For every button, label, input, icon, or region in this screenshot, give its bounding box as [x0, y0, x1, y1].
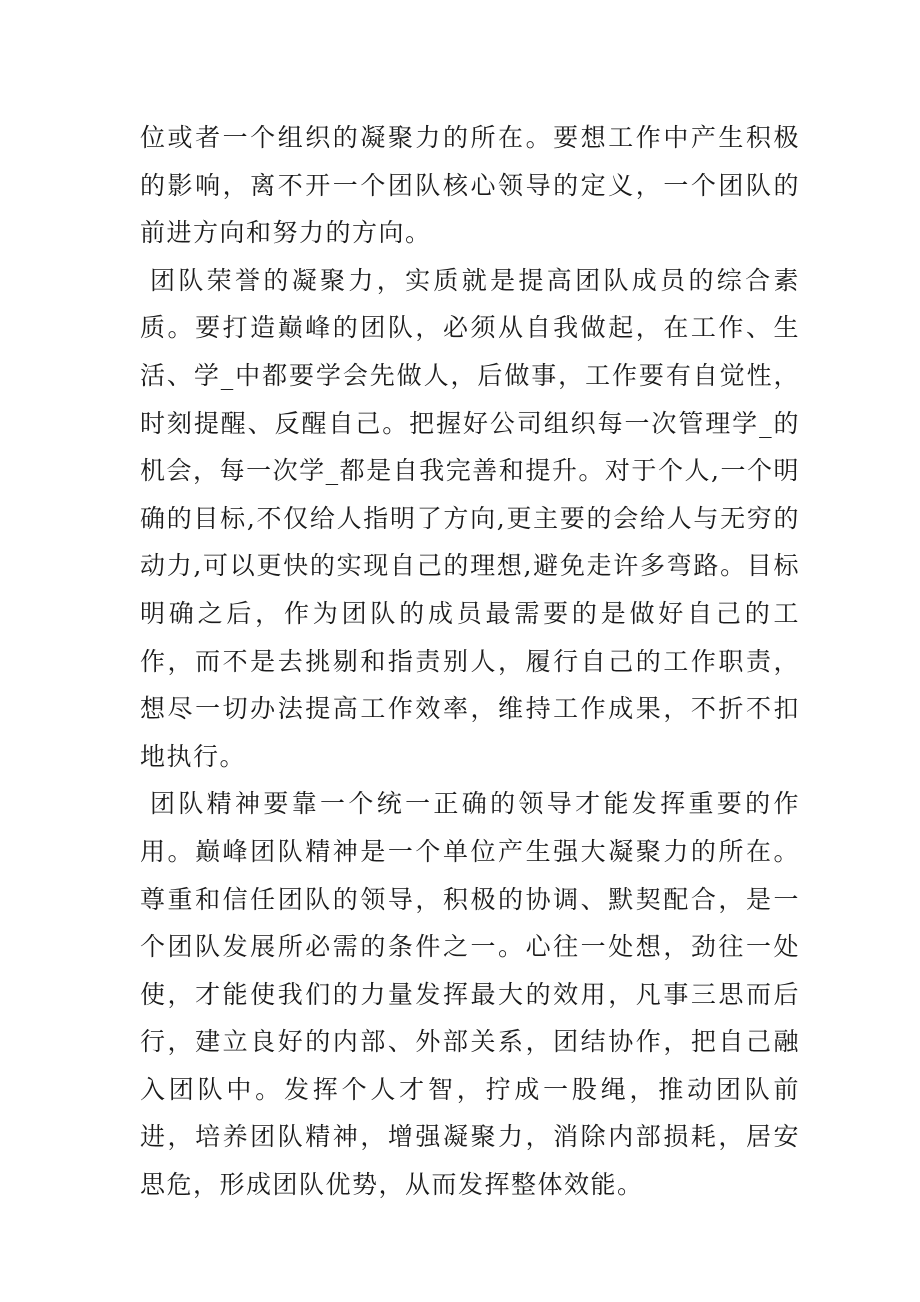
paragraph-2: 团队荣誉的凝聚力，实质就是提高团队成员的综合素质。要打造巅峰的团队，必须从自我做起，在工作、生活、学_中都要学会先做人，后做事，工作要有自觉性，时刻提醒、反醒自己。把握好公司组织每一次管理学_的机会，每一次学_都是自我完善和提升。对于个人,一个明确的目标,不仅给人指明了方向,更主要的会给人与无穷的动力,可以更快的实现自己的理想,避免走许多弯路。目标明确之后，作为团队的成员最需要的是做好自己的工作，而不是去挑剔和指责别人，履行自己的工作职责，想尽一切办法提高工作效率，维持工作成果，不折不扣地执行。: [140, 265, 800, 771]
document-body: [140, 114, 800, 1209]
paragraph-3: 团队精神要靠一个统一正确的领导才能发挥重要的作用。巅峰团队精神是一个单位产生强大凝聚力的所在。尊重和信任团队的领导，积极的协调、默契配合，是一个团队发展所必需的条件之一。心往一处想，劲往一处使，才能使我们的力量发挥最大的效用，凡事三思而后行，建立良好的内部、外部关系，团结协作，把自己融入团队中。发挥个人才智，拧成一股绳，推动团队前进，培养团队精神，增强凝聚力，消除内部损耗，居安思危，形成团队优势，从而发挥整体效能。: [140, 789, 800, 1200]
paragraph-1: 位或者一个组织的凝聚力的所在。要想工作中产生积极的影响，离不开一个团队核心领导的定义，一个团队的前进方向和努力的方向。: [140, 123, 800, 248]
